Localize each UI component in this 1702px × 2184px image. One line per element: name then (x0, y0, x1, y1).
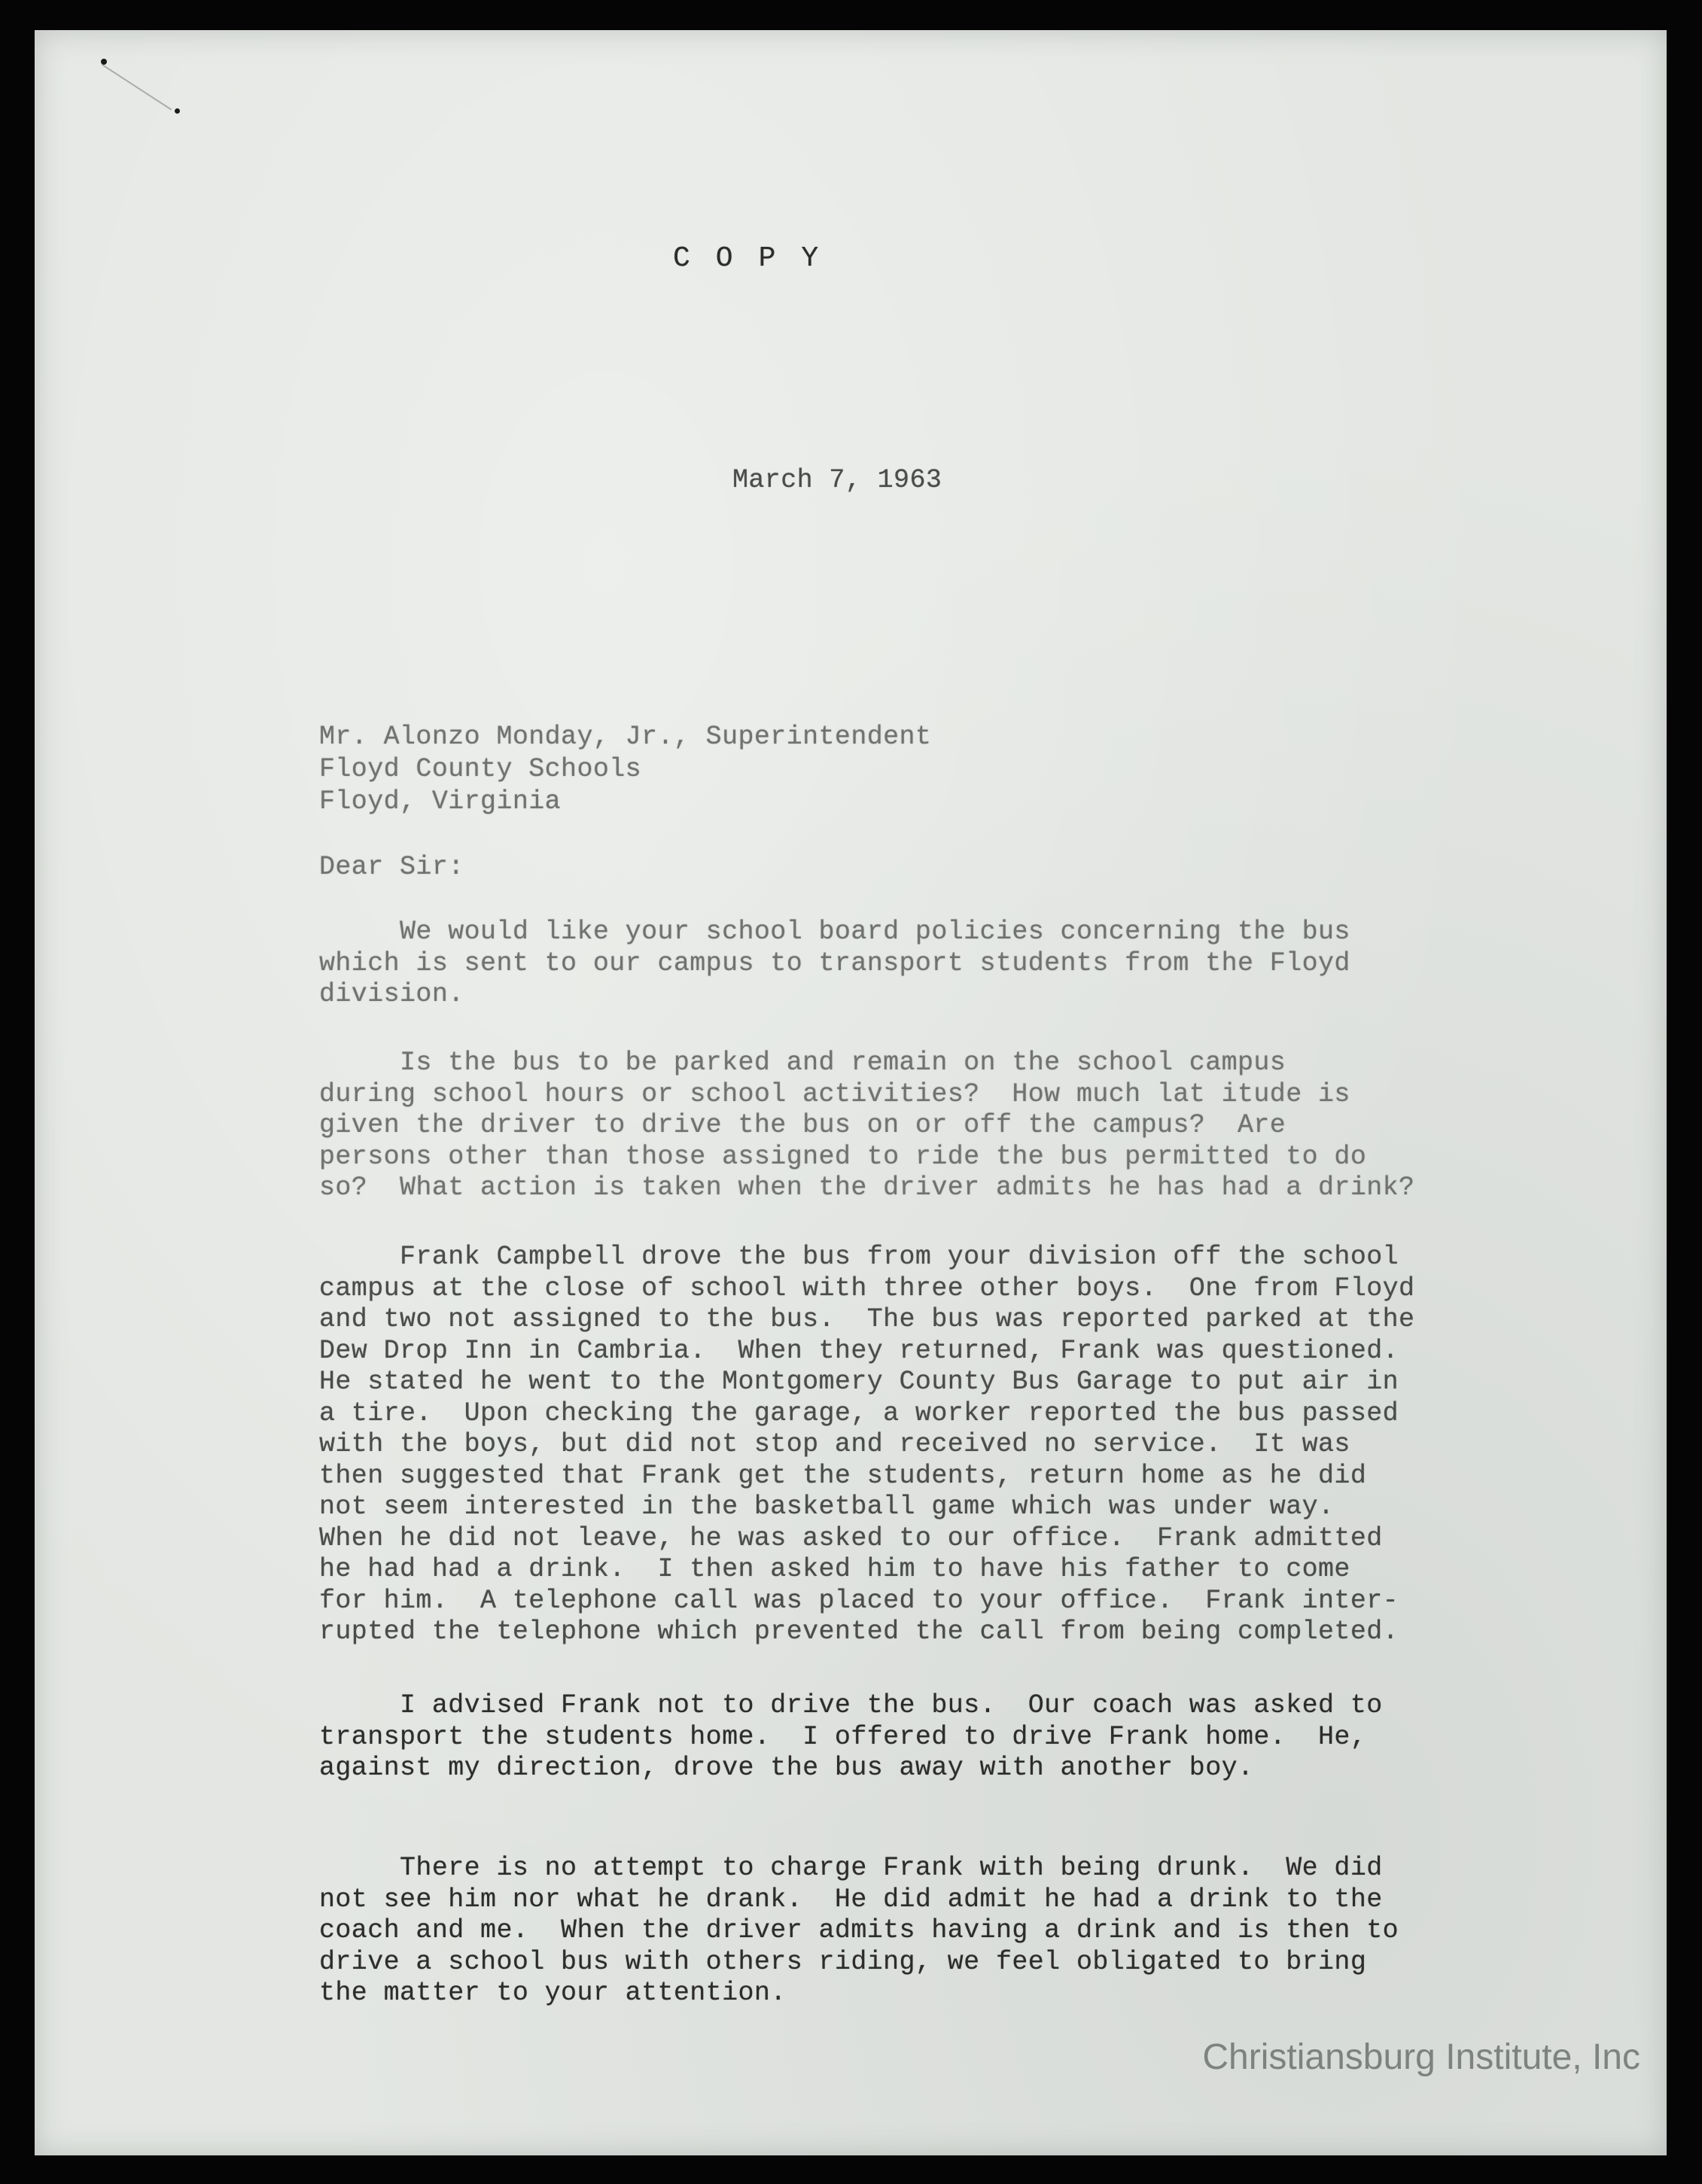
body-paragraph: Is the bus to be parked and remain on the school campus during school hours or school activities? How much lat itude is given the driver to drive the bus on or off the campus? Are persons other than those assigned to ride the bus permitted to do so? What action is taken when the driver admits he has had a drink? (319, 1048, 1415, 1203)
body-paragraph: Frank Campbell drove the bus from your division off the school campus at the close of school with three other boys. One from Floyd and two not assigned to the bus. The bus was reported parked at the Dew Drop Inn in Cambria. When they returned, Frank was questioned. He stated he went to the Montgomery County Bus Garage to put air in a tire. Upon checking the garage, a worker reported the bus passed with the boys, but did not stop and received no service. It was then suggested that Frank get the students, return home as he did not seem interested in the basketball game which was under way. When he did not leave, he was asked to our office. Frank admitted he had had a drink. I then asked him to have his father to come for him. A telephone call was placed to your office. Frank inter- rupted the telephone which prevented the call from being completed. (319, 1242, 1415, 1647)
letter-page (35, 30, 1667, 2155)
copy-heading: COPY (673, 242, 845, 275)
body-paragraph: We would like your school board policies concerning the bus which is sent to our campus to transport students from the Floyd division. (319, 917, 1350, 1009)
letter-date: March 7, 1963 (732, 465, 942, 495)
body-paragraph: There is no attempt to charge Frank with being drunk. We did not see him nor what he drank. He did admit he had a drink to the coach and me. When the driver admits having a drink and is then to drive a school bus with others riding, we feel obligated to bring the matter to your attention. (319, 1853, 1399, 2008)
paper-speck (101, 59, 107, 65)
body-paragraph: I advised Frank not to drive the bus. Our coach was asked to transport the students home. I offered to drive Frank home. He, against my direction, drove the bus away with another boy. (319, 1690, 1383, 1783)
paper-scratch (102, 64, 172, 111)
recipient-line: Mr. Alonzo Monday, Jr., Superintendent (319, 722, 932, 752)
paper-speck (175, 108, 180, 114)
recipient-line: Floyd County Schools (319, 754, 642, 784)
recipient-line: Floyd, Virginia (319, 786, 562, 817)
salutation: Dear Sir: (319, 852, 464, 882)
archive-watermark: Christiansburg Institute, Inc (1202, 2037, 1640, 2077)
